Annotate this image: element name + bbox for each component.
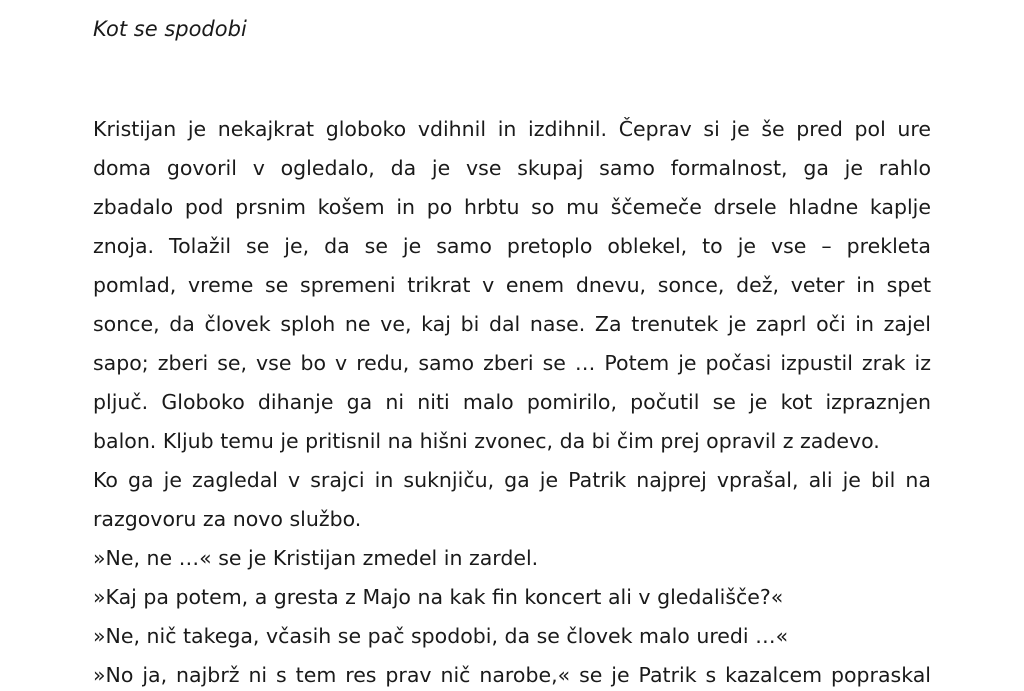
dialogue-line: »Kaj pa potem, a gresta z Majo na kak fin koncert ali v gledališče?«	[93, 585, 784, 609]
text-line: razgovoru za novo službo.	[93, 507, 362, 531]
text-line: doma govoril v ogledalo, da je vse skupaj samo formalnost, ga je rahlo	[93, 156, 931, 180]
document-body	[93, 110, 931, 691]
dialogue-line: »No ja, najbrž ni s tem res prav nič narobe,« se je Patrik s kazalcem popraskal	[93, 663, 931, 687]
document-title: Kot se spodobi	[93, 17, 247, 41]
text-line: Ko ga je zagledal v srajci in suknjiču, ga je Patrik najprej vprašal, ali je bil na	[93, 468, 931, 492]
text-line: pomlad, vreme se spremeni trikrat v enem dnevu, sonce, dež, veter in spet	[93, 273, 931, 297]
text-line: znoja. Tolažil se je, da se je samo pretoplo oblekel, to je vse – prekleta	[93, 234, 931, 258]
text-line: Kristijan je nekajkrat globoko vdihnil in izdihnil. Čeprav si je še pred pol ure	[93, 117, 931, 141]
text-line: sonce, da človek sploh ne ve, kaj bi dal nase. Za trenutek je zaprl oči in zajel	[93, 312, 931, 336]
text-line: zbadalo pod prsnim košem in po hrbtu so mu ščemeče drsele hladne kaplje	[93, 195, 931, 219]
text-line: balon. Kljub temu je pritisnil na hišni zvonec, da bi čim prej opravil z zadevo.	[93, 429, 880, 453]
dialogue-line: »Ne, ne …« se je Kristijan zmedel in zardel.	[93, 546, 539, 570]
text-line: pljuč. Globoko dihanje ga ni niti malo pomirilo, počutil se je kot izpraznjen	[93, 390, 931, 414]
dialogue-line: »Ne, nič takega, včasih se pač spodobi, da se človek malo uredi …«	[93, 624, 789, 648]
text-line: sapo; zberi se, vse bo v redu, samo zberi se … Potem je počasi izpustil zrak iz	[93, 351, 931, 375]
